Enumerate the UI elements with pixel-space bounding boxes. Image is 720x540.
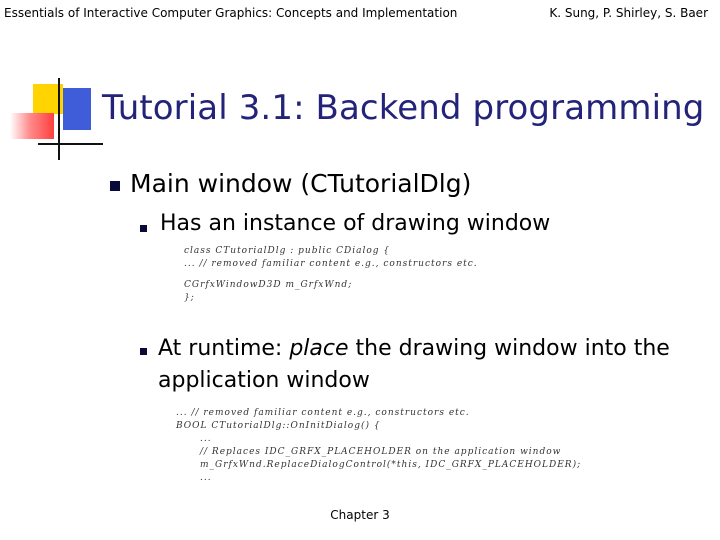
- code-line: // Replaces IDC_GRFX_PLACEHOLDER on the application window: [200, 447, 562, 457]
- footer-chapter: Chapter 3: [330, 508, 390, 522]
- bullet-main-window: Main window (CTutorialDlg): [130, 169, 472, 198]
- code-line: };: [184, 293, 195, 303]
- logo-horizontal-line: [38, 143, 103, 145]
- bullet-runtime-prefix: At runtime:: [158, 336, 290, 361]
- bullet-runtime-rest: the drawing window into the application window: [158, 336, 670, 393]
- logo-red-square: [10, 113, 54, 139]
- code-line: ...: [200, 434, 212, 444]
- decorative-logo: [0, 0, 110, 170]
- header-authors: K. Sung, P. Shirley, S. Baer: [549, 6, 708, 20]
- code-line: ... // removed familiar content e.g., constructors etc.: [184, 259, 478, 269]
- logo-blue-square: [63, 88, 91, 130]
- bullet-square-icon: [140, 225, 147, 232]
- bullet-runtime-place: [158, 333, 698, 397]
- bullet-square-icon: [110, 181, 120, 191]
- bullet-square-icon: [140, 348, 147, 355]
- bullet-drawing-instance: Has an instance of drawing window: [160, 211, 551, 236]
- code-line: m_GrfxWnd.ReplaceDialogControl(*this, IDC_GRFX_PLACEHOLDER);: [200, 460, 582, 470]
- code-snippet-oninit: [176, 407, 581, 485]
- code-line: ...: [200, 473, 212, 483]
- code-line: ... // removed familiar content e.g., constructors etc.: [176, 408, 470, 418]
- logo-vertical-line: [58, 78, 60, 160]
- slide-title: Tutorial 3.1: Backend programming: [102, 88, 705, 128]
- code-snippet-class: [184, 245, 478, 305]
- code-line: CGrfxWindowD3D m_GrfxWnd;: [184, 280, 353, 290]
- header-book-title: Essentials of Interactive Computer Graphics: Concepts and Implementation: [4, 6, 458, 20]
- code-line: class CTutorialDlg : public CDialog {: [184, 246, 391, 256]
- code-line: BOOL CTutorialDlg::OnInitDialog() {: [176, 421, 381, 431]
- bullet-runtime-emphasis: place: [289, 336, 349, 361]
